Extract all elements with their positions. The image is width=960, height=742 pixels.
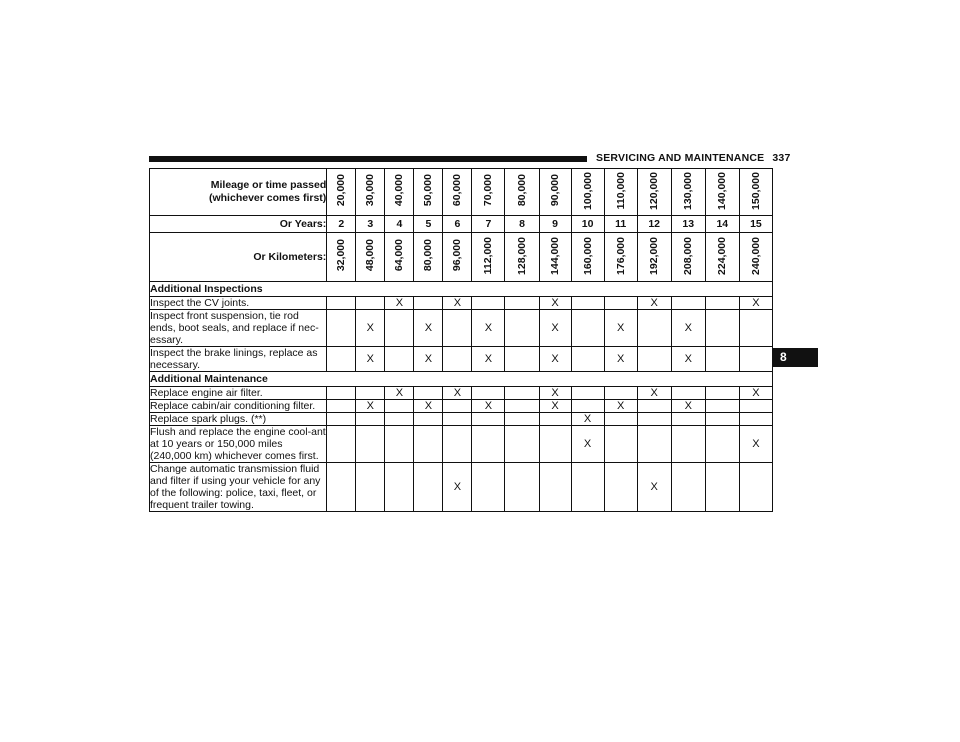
schedule-cell <box>356 426 385 463</box>
year-cell: 12 <box>637 216 671 233</box>
table-row <box>150 310 773 347</box>
schedule-cell <box>327 426 356 463</box>
schedule-cell <box>443 413 472 426</box>
service-item-label: Change automatic transmission fluid and filter if using your vehicle for any of the following: police, taxi, fleet, or frequent trailer towing. <box>150 463 327 512</box>
mileage-header-row <box>150 169 773 216</box>
schedule-cell <box>327 413 356 426</box>
km-cell: 32,000 <box>327 233 356 282</box>
schedule-cell <box>739 413 772 426</box>
schedule-cell <box>705 426 739 463</box>
schedule-cell <box>604 413 637 426</box>
km-cell: 128,000 <box>505 233 539 282</box>
header-rule <box>149 156 587 162</box>
mileage-cell: 140,000 <box>705 169 739 216</box>
maintenance-schedule-table <box>149 168 773 512</box>
schedule-mark: X <box>571 426 604 463</box>
mileage-label: Mileage or time passed (whichever comes first) <box>150 169 327 216</box>
service-item-label: Inspect front suspension, tie rod ends, boot seals, and replace if nec-essary. <box>150 310 327 347</box>
km-cell: 48,000 <box>356 233 385 282</box>
schedule-cell <box>472 297 505 310</box>
schedule-mark: X <box>385 387 414 400</box>
schedule-cell <box>604 463 637 512</box>
schedule-mark: X <box>739 297 772 310</box>
schedule-cell <box>571 400 604 413</box>
schedule-mark: X <box>637 387 671 400</box>
year-cell: 7 <box>472 216 505 233</box>
years-label: Or Years: <box>150 216 327 233</box>
mileage-cell: 120,000 <box>637 169 671 216</box>
schedule-cell <box>671 387 705 400</box>
schedule-mark: X <box>356 400 385 413</box>
schedule-cell <box>505 297 539 310</box>
schedule-cell <box>356 413 385 426</box>
schedule-cell <box>505 413 539 426</box>
chapter-tab: 8 <box>772 348 818 367</box>
year-cell: 9 <box>539 216 571 233</box>
mileage-cell: 60,000 <box>443 169 472 216</box>
kilometers-label: Or Kilometers: <box>150 233 327 282</box>
km-cell: 176,000 <box>604 233 637 282</box>
schedule-cell <box>571 387 604 400</box>
schedule-cell <box>739 400 772 413</box>
km-cell: 160,000 <box>571 233 604 282</box>
section-title: Additional Maintenance <box>150 372 773 387</box>
schedule-cell <box>414 387 443 400</box>
schedule-mark: X <box>472 310 505 347</box>
schedule-mark: X <box>472 400 505 413</box>
year-cell: 4 <box>385 216 414 233</box>
schedule-cell <box>571 297 604 310</box>
year-cell: 14 <box>705 216 739 233</box>
schedule-cell <box>604 297 637 310</box>
schedule-cell <box>571 310 604 347</box>
service-item-label: Inspect the brake linings, replace as necessary. <box>150 347 327 372</box>
schedule-cell <box>385 400 414 413</box>
schedule-cell <box>414 463 443 512</box>
table-row <box>150 297 773 310</box>
schedule-mark: X <box>539 310 571 347</box>
schedule-mark: X <box>443 387 472 400</box>
schedule-cell <box>356 387 385 400</box>
schedule-cell <box>443 400 472 413</box>
schedule-mark: X <box>443 297 472 310</box>
schedule-mark: X <box>571 413 604 426</box>
schedule-cell <box>414 297 443 310</box>
schedule-cell <box>472 413 505 426</box>
table-row <box>150 426 773 463</box>
schedule-mark: X <box>637 463 671 512</box>
schedule-mark: X <box>356 310 385 347</box>
schedule-cell <box>385 347 414 372</box>
schedule-cell <box>472 426 505 463</box>
year-cell: 6 <box>443 216 472 233</box>
schedule-mark: X <box>604 310 637 347</box>
schedule-cell <box>505 347 539 372</box>
schedule-cell <box>539 413 571 426</box>
service-item-label: Flush and replace the engine cool-ant at 10 years or 150,000 miles (240,000 km) whichever comes first. <box>150 426 326 462</box>
schedule-mark: X <box>472 347 505 372</box>
schedule-cell <box>356 297 385 310</box>
table-row <box>150 387 773 400</box>
schedule-cell <box>739 463 772 512</box>
schedule-cell <box>472 387 505 400</box>
kilometers-row <box>150 233 773 282</box>
mileage-cell: 30,000 <box>356 169 385 216</box>
schedule-mark: X <box>539 387 571 400</box>
schedule-cell <box>637 413 671 426</box>
schedule-mark: X <box>414 400 443 413</box>
km-cell: 224,000 <box>705 233 739 282</box>
year-cell: 2 <box>327 216 356 233</box>
schedule-cell <box>539 426 571 463</box>
km-cell: 192,000 <box>637 233 671 282</box>
service-item-label: Replace spark plugs. (**) <box>150 413 327 426</box>
schedule-cell <box>705 463 739 512</box>
year-cell: 5 <box>414 216 443 233</box>
year-cell: 15 <box>739 216 772 233</box>
schedule-cell <box>443 310 472 347</box>
schedule-cell <box>414 413 443 426</box>
schedule-cell <box>327 347 356 372</box>
schedule-cell <box>705 413 739 426</box>
schedule-cell <box>705 400 739 413</box>
page-number: 337 <box>772 152 791 164</box>
mileage-cell: 130,000 <box>671 169 705 216</box>
schedule-cell <box>671 297 705 310</box>
schedule-mark: X <box>539 297 571 310</box>
year-cell: 11 <box>604 216 637 233</box>
section-title: SERVICING AND MAINTENANCE <box>596 152 765 164</box>
schedule-cell <box>604 426 637 463</box>
section-row <box>150 372 773 387</box>
table-row <box>150 413 773 426</box>
schedule-cell <box>671 463 705 512</box>
schedule-cell <box>637 400 671 413</box>
schedule-cell <box>637 310 671 347</box>
schedule-mark: X <box>539 400 571 413</box>
mileage-cell: 20,000 <box>327 169 356 216</box>
schedule-cell <box>327 387 356 400</box>
schedule-cell <box>385 463 414 512</box>
schedule-cell <box>472 463 505 512</box>
schedule-cell <box>705 297 739 310</box>
km-cell: 64,000 <box>385 233 414 282</box>
schedule-cell <box>571 347 604 372</box>
schedule-mark: X <box>671 400 705 413</box>
mileage-cell: 110,000 <box>604 169 637 216</box>
schedule-mark: X <box>604 347 637 372</box>
schedule-mark: X <box>604 400 637 413</box>
mileage-cell: 40,000 <box>385 169 414 216</box>
schedule-cell <box>705 310 739 347</box>
schedule-cell <box>505 426 539 463</box>
service-item-label: Replace engine air filter. <box>150 387 327 400</box>
schedule-cell <box>385 413 414 426</box>
mileage-cell: 150,000 <box>739 169 772 216</box>
km-cell: 80,000 <box>414 233 443 282</box>
schedule-cell <box>571 463 604 512</box>
mileage-cell: 90,000 <box>539 169 571 216</box>
km-cell: 208,000 <box>671 233 705 282</box>
schedule-cell <box>671 413 705 426</box>
schedule-mark: X <box>414 310 443 347</box>
schedule-cell <box>637 426 671 463</box>
year-cell: 13 <box>671 216 705 233</box>
schedule-cell <box>505 463 539 512</box>
service-item-label: Replace cabin/air conditioning filter. <box>150 400 327 413</box>
years-row <box>150 216 773 233</box>
schedule-cell <box>705 387 739 400</box>
table-row <box>150 463 773 512</box>
schedule-cell <box>443 426 472 463</box>
schedule-mark: X <box>637 297 671 310</box>
schedule-cell <box>637 347 671 372</box>
service-item-label: Inspect the CV joints. <box>150 297 327 310</box>
year-cell: 3 <box>356 216 385 233</box>
schedule-cell <box>539 463 571 512</box>
schedule-cell <box>385 310 414 347</box>
schedule-cell <box>356 463 385 512</box>
schedule-cell <box>705 347 739 372</box>
mileage-cell: 50,000 <box>414 169 443 216</box>
schedule-cell <box>739 347 772 372</box>
table-row <box>150 347 773 372</box>
schedule-mark: X <box>671 347 705 372</box>
table-row <box>150 400 773 413</box>
section-row <box>150 282 773 297</box>
schedule-cell <box>443 347 472 372</box>
mileage-cell: 70,000 <box>472 169 505 216</box>
km-cell: 240,000 <box>739 233 772 282</box>
schedule-cell <box>505 310 539 347</box>
schedule-cell <box>671 426 705 463</box>
schedule-mark: X <box>385 297 414 310</box>
schedule-mark: X <box>356 347 385 372</box>
schedule-cell <box>505 400 539 413</box>
schedule-mark: X <box>539 347 571 372</box>
mileage-cell: 80,000 <box>505 169 539 216</box>
schedule-cell <box>327 310 356 347</box>
schedule-cell <box>327 463 356 512</box>
schedule-cell <box>385 426 414 463</box>
schedule-mark: X <box>739 426 772 463</box>
schedule-cell <box>327 297 356 310</box>
schedule-cell <box>604 387 637 400</box>
schedule-mark: X <box>739 387 772 400</box>
running-header <box>596 152 790 164</box>
km-cell: 112,000 <box>472 233 505 282</box>
schedule-cell <box>739 310 772 347</box>
schedule-mark: X <box>671 310 705 347</box>
km-cell: 144,000 <box>539 233 571 282</box>
mileage-cell: 100,000 <box>571 169 604 216</box>
section-title: Additional Inspections <box>150 282 773 297</box>
year-cell: 8 <box>505 216 539 233</box>
schedule-mark: X <box>414 347 443 372</box>
schedule-cell <box>505 387 539 400</box>
km-cell: 96,000 <box>443 233 472 282</box>
schedule-cell <box>327 400 356 413</box>
schedule-mark: X <box>443 463 472 512</box>
schedule-cell <box>414 426 443 463</box>
year-cell: 10 <box>571 216 604 233</box>
